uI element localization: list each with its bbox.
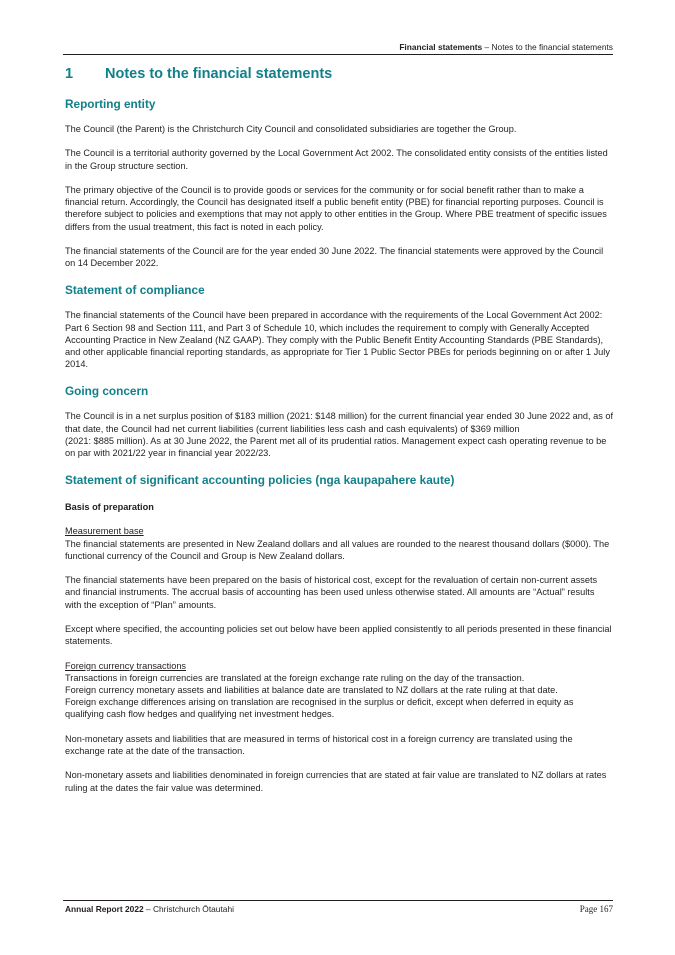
measurement-base-text-1: The financial statements are presented in New Zealand dollars and all values are rounded to the nearest thousand dollars ($000). The functional currency of the Council and Group is New Zealand dollars. <box>65 538 610 561</box>
compliance-paragraph: The financial statements of the Council have been prepared in accordance with the requirements of the Local Government Act 2002: Part 6 Section 98 and Section 111, and Part 3 of Schedule 10, which includes the requirement to comply with Generally Accepted Accounting Practice in New Zealand (NZ GAAP). They comply with the Public Benefit Entity Accounting Standards (PBE Standards), and other applicable financial reporting standards, as appropriate for Tier 1 Public Sector PBEs for periods beginning on or after 1 July 2014. <box>65 310 610 370</box>
foreign-currency-paragraph-2: Non-monetary assets and liabilities that are measured in terms of historical cost in a foreign currency are translated using the exchange rate at the date of the transaction. <box>65 733 573 757</box>
section-title <box>65 65 613 83</box>
footer-title <box>65 904 234 914</box>
foreign-currency-line-2: Foreign currency monetary assets and liabilities at balance date are translated to NZ dollars at the rate ruling at that date. <box>65 685 558 696</box>
reporting-entity-paragraph-2: The Council is a territorial authority governed by the Local Government Act 2002. The consolidated entity consists of the entities listed in the Group structure section. <box>65 148 608 171</box>
heading-reporting-entity: Reporting entity <box>65 97 156 111</box>
going-concern-line-1: The Council is in a net surplus position of $183 million (2021: $148 million) for the current financial year ended 30 June 2022 and, as of that date, the Council had net current liabilities (current liabilities less cash and cash equivalents) of $369 million <box>65 411 614 434</box>
heading-going-concern: Going concern <box>65 384 149 399</box>
page-number: Page 167 <box>579 904 613 914</box>
measurement-base-paragraph-2: The financial statements have been prepared on the basis of historical cost, except for the revaluation of certain non-current assets and financial instruments. The accrual basis of accounting has been used unless otherwise stated. All amounts are “Actual” results with the exception of “Plan” amounts. <box>65 575 598 610</box>
reporting-entity-paragraph-1: The Council (the Parent) is the Christchurch City Council and consolidated subsidiaries are together the Group. <box>65 124 517 134</box>
header-section-bold: Financial statements <box>399 42 483 52</box>
subheading-foreign-currency: Foreign currency transactions <box>65 660 187 671</box>
page-body <box>65 65 613 806</box>
measurement-base-paragraph-1 <box>65 525 613 562</box>
header-rule <box>63 54 613 55</box>
reporting-entity-paragraph-3: The primary objective of the Council is to provide goods or services for the community or for social benefit rather than to make a financial return. Accordingly, the Council has designated itself a public benefit entity (PBE) for financial reporting purposes. Council is therefore subject to policies and exemptions that may not apply to other entities in the Group. Where PBE treatment of specific issues differs from the usual treatment, this fact is noted in each policy. <box>65 184 607 232</box>
measurement-base-paragraph-3: Except where specified, the accounting policies set out below have been applied consistently to all periods presented in these financial statements. <box>65 624 612 647</box>
foreign-currency-paragraph-1 <box>65 660 613 721</box>
header-section-rest: – Notes to the financial statements <box>482 42 613 52</box>
foreign-currency-paragraph-3: Non-monetary assets and liabilities denominated in foreign currencies that are stated at fair value are translated to NZ dollars at rates ruling at the dates the fair value was determined. <box>65 770 607 793</box>
footer-report-name: Annual Report 2022 <box>65 904 144 914</box>
going-concern-paragraph <box>65 410 613 459</box>
going-concern-line-2: (2021: $885 million). As at 30 June 2022, the Parent met all of its prudential ratios. Management expect cash operating revenue to be on par with 2021/22 year in financial year 2022/23. <box>65 435 607 459</box>
foreign-currency-line-1: Transactions in foreign currencies are translated at the foreign exchange rate ruling on the day of the transaction. <box>65 672 525 683</box>
subheading-measurement-base: Measurement base <box>65 526 144 537</box>
heading-accounting-policies: Statement of significant accounting policies (nga kaupapahere kaute) <box>65 473 455 488</box>
footer-report-place: – Christchurch Ōtautahi <box>143 904 234 914</box>
running-header <box>399 42 613 52</box>
section-number: 1 <box>65 66 74 82</box>
reporting-entity-paragraph-4: The financial statements of the Council are for the year ended 30 June 2022. The financial statements were approved by the Council on 14 December 2022. <box>65 245 604 269</box>
heading-statement-of-compliance: Statement of compliance <box>65 283 205 298</box>
footer-rule <box>63 900 613 901</box>
heading-basis-of-preparation: Basis of preparation <box>65 502 154 513</box>
foreign-currency-line-3: Foreign exchange differences arising on translation are recognised in the surplus or deficit, except when deferred in equity as qualifying cash flow hedges and qualifying net investment hedges. <box>65 697 574 720</box>
section-title-text: Notes to the financial statements <box>105 66 333 82</box>
